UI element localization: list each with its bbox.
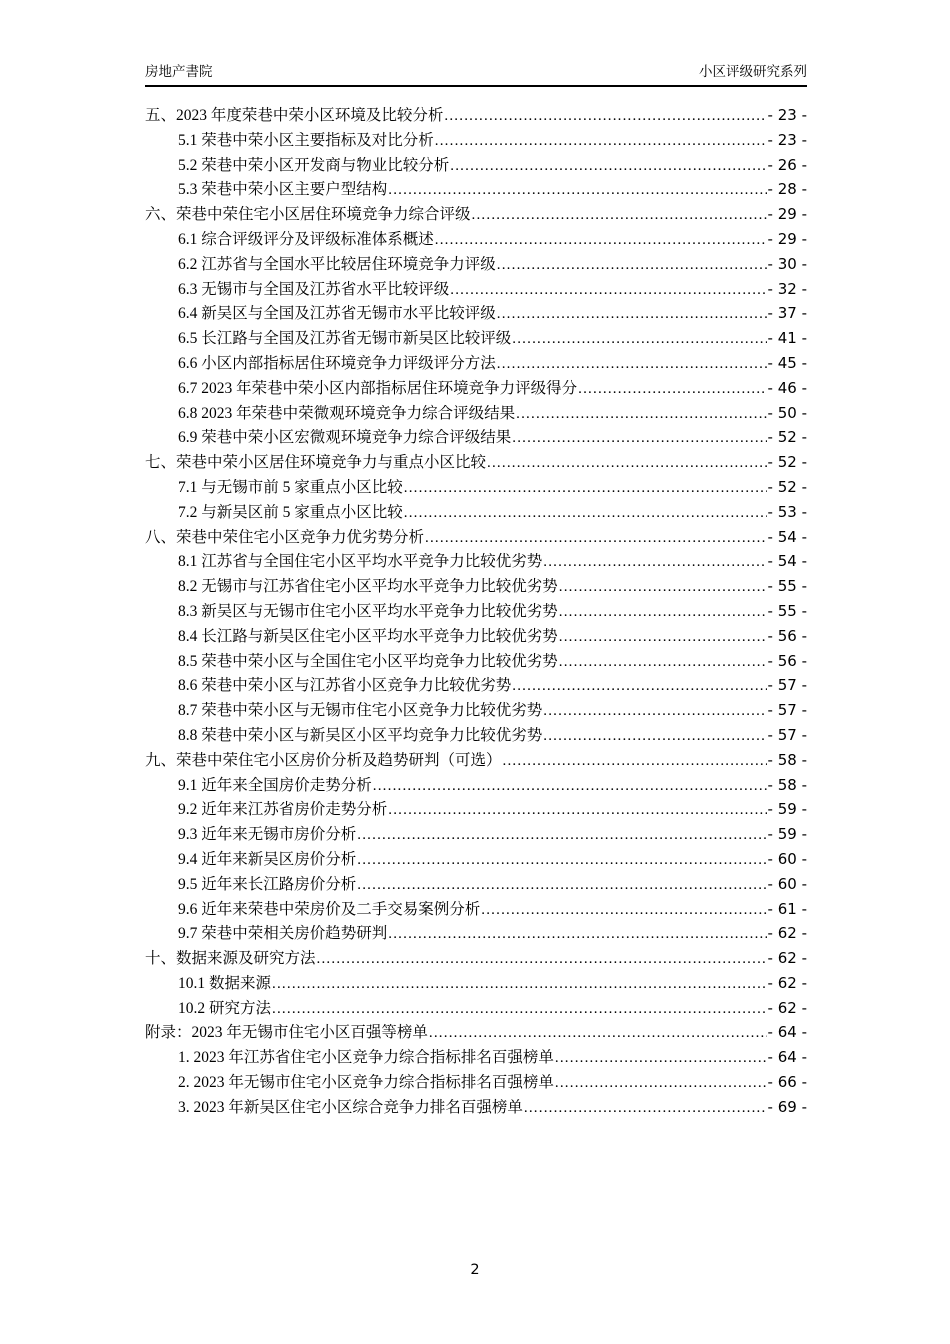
page-header <box>145 63 807 87</box>
toc-leader-dots <box>578 377 766 402</box>
toc-entry-page: - 28 - <box>767 180 807 199</box>
toc-entry[interactable] <box>145 847 807 872</box>
toc-entry-label: 8.7 荣巷中荣小区与无锡市住宅小区竞争力比较优劣势 <box>178 702 543 720</box>
toc-entry[interactable] <box>145 996 807 1021</box>
toc-entry-page: - 61 - <box>767 899 807 918</box>
toc-entry-page: - 59 - <box>767 800 807 819</box>
toc-leader-dots <box>404 501 767 526</box>
toc-entry[interactable] <box>145 153 807 178</box>
toc-entry[interactable] <box>145 649 807 674</box>
toc-leader-dots <box>429 1021 767 1046</box>
toc-entry-page: - 58 - <box>767 775 807 794</box>
toc-entry-label: 6.6 小区内部指标居住环境竞争力评级评分方法 <box>178 354 496 372</box>
toc-leader-dots <box>497 302 767 327</box>
toc-entry-label: 七、荣巷中荣小区居住环境竞争力与重点小区比较 <box>145 454 487 472</box>
toc-leader-dots <box>425 526 767 551</box>
toc-leader-dots <box>388 922 766 947</box>
toc-leader-dots <box>559 600 767 625</box>
toc-entry-label: 6.8 2023 年荣巷中荣微观环境竞争力综合评级结果 <box>178 404 516 422</box>
toc-leader-dots <box>357 848 766 873</box>
toc-entry-page: - 60 - <box>767 874 807 893</box>
toc-entry[interactable] <box>145 202 807 227</box>
page-footer <box>0 1258 950 1282</box>
toc-entry[interactable] <box>145 103 807 128</box>
toc-leader-dots <box>503 749 767 774</box>
toc-leader-dots <box>543 550 766 575</box>
toc-entry[interactable] <box>145 351 807 376</box>
toc-entry-page: - 32 - <box>767 279 807 298</box>
toc-entry-label: 五、2023 年度荣巷中荣小区环境及比较分析 <box>145 107 444 124</box>
toc-entry-label: 3. 2023 年新吴区住宅小区综合竞争力排名百强榜单 <box>178 1098 523 1116</box>
toc-entry-label: 附录：2023 年无锡市住宅小区百强等榜单 <box>145 1024 428 1042</box>
toc-entry[interactable] <box>145 475 807 500</box>
toc-entry-label: 7.2 与新吴区前 5 家重点小区比较 <box>178 503 403 521</box>
toc-entry[interactable] <box>145 227 807 252</box>
toc-entry-page: - 62 - <box>767 949 807 968</box>
toc-entry[interactable] <box>145 773 807 798</box>
toc-entry-page: - 64 - <box>767 1048 807 1067</box>
toc-entry[interactable] <box>145 177 807 202</box>
toc-entry-page: - 58 - <box>767 750 807 769</box>
toc-leader-dots <box>317 947 767 972</box>
toc-entry-label: 9.3 近年来无锡市房价分析 <box>178 826 357 844</box>
toc-entry-label: 9.1 近年来全国房价走势分析 <box>178 776 372 794</box>
toc-entry[interactable] <box>145 549 807 574</box>
toc-entry-label: 1. 2023 年江苏省住宅小区竞争力综合指标排名百强榜单 <box>178 1049 554 1067</box>
toc-entry[interactable] <box>145 946 807 971</box>
toc-entry[interactable] <box>145 748 807 773</box>
page-number: 2 <box>470 1262 480 1278</box>
toc-entry-label: 8.8 荣巷中荣小区与新吴区小区平均竞争力比较优劣势 <box>178 726 543 744</box>
toc-entry-page: - 23 - <box>767 106 807 124</box>
toc-entry-page: - 64 - <box>767 1023 807 1042</box>
toc-entry[interactable] <box>145 897 807 922</box>
toc-entry[interactable] <box>145 525 807 550</box>
toc-leader-dots <box>559 625 767 650</box>
toc-entry[interactable] <box>145 1095 807 1120</box>
toc-entry[interactable] <box>145 1045 807 1070</box>
toc-leader-dots <box>435 129 767 154</box>
toc-entry[interactable] <box>145 797 807 822</box>
toc-entry-label: 9.2 近年来江苏省房价走势分析 <box>178 801 388 819</box>
toc-entry[interactable] <box>145 425 807 450</box>
toc-leader-dots <box>555 1046 767 1071</box>
toc-entry-page: - 23 - <box>767 130 807 149</box>
toc-entry-label: 9.4 近年来新吴区房价分析 <box>178 850 357 868</box>
toc-leader-dots <box>559 650 767 675</box>
toc-entry-page: - 62 - <box>767 924 807 943</box>
toc-entry-page: - 52 - <box>767 453 807 472</box>
toc-entry-label: 5.3 荣巷中荣小区主要户型结构 <box>178 181 388 199</box>
toc-entry-label: 9.7 荣巷中荣相关房价趋势研判 <box>178 925 388 943</box>
toc-entry-page: - 54 - <box>767 527 807 546</box>
toc-entry[interactable] <box>145 574 807 599</box>
toc-leader-dots <box>404 476 767 501</box>
toc-entry[interactable] <box>145 301 807 326</box>
toc-entry-page: - 50 - <box>767 403 807 422</box>
toc-leader-dots <box>450 278 766 303</box>
toc-entry-label: 9.5 近年来长江路房价分析 <box>178 875 357 893</box>
toc-entry-page: - 29 - <box>767 229 807 248</box>
toc-leader-dots <box>516 402 766 427</box>
toc-entry[interactable] <box>145 673 807 698</box>
header-right-text: 小区评级研究系列 <box>699 64 807 80</box>
toc-entry-page: - 57 - <box>767 725 807 744</box>
toc-leader-dots <box>272 972 767 997</box>
toc-entry[interactable] <box>145 822 807 847</box>
toc-leader-dots <box>435 228 767 253</box>
toc-entry-label: 7.1 与无锡市前 5 家重点小区比较 <box>178 478 403 496</box>
header-left-text: 房地产書院 <box>145 64 213 80</box>
toc-leader-dots <box>543 724 766 749</box>
toc-entry[interactable] <box>145 401 807 426</box>
toc-entry[interactable] <box>145 872 807 897</box>
toc-entry-page: - 57 - <box>767 701 807 720</box>
toc-entry[interactable] <box>145 450 807 475</box>
toc-entry[interactable] <box>145 326 807 351</box>
toc-entry-label: 8.3 新吴区与无锡市住宅小区平均水平竞争力比较优劣势 <box>178 602 558 620</box>
toc-leader-dots <box>555 1071 767 1096</box>
toc-leader-dots <box>524 1096 767 1121</box>
toc-entry-label: 5.2 荣巷中荣小区开发商与物业比较分析 <box>178 156 450 174</box>
toc-entry[interactable] <box>145 971 807 996</box>
toc-entry-label: 5.1 荣巷中荣小区主要指标及对比分析 <box>178 131 434 149</box>
toc-entry[interactable] <box>145 599 807 624</box>
toc-entry-page: - 41 - <box>767 329 807 348</box>
toc-entry-label: 九、荣巷中荣住宅小区房价分析及趋势研判（可选） <box>145 751 502 769</box>
toc-leader-dots <box>559 575 767 600</box>
toc-entry[interactable] <box>145 723 807 748</box>
toc-entry-label: 六、荣巷中荣住宅小区居住环境竞争力综合评级 <box>145 206 471 224</box>
toc-entry-page: - 29 - <box>767 205 807 224</box>
toc-entry-page: - 52 - <box>767 428 807 447</box>
toc-entry-page: - 59 - <box>767 825 807 844</box>
toc-entry-label: 6.5 长江路与全国及江苏省无锡市新吴区比较评级 <box>178 330 512 348</box>
toc-entry-page: - 62 - <box>767 998 807 1017</box>
toc-leader-dots <box>512 327 766 352</box>
toc-entry[interactable] <box>145 376 807 401</box>
toc-entry-page: - 55 - <box>767 577 807 596</box>
toc-entry-label: 8.6 荣巷中荣小区与江苏省小区竞争力比较优劣势 <box>178 677 512 695</box>
toc-entry[interactable] <box>145 128 807 153</box>
toc-entry[interactable] <box>145 500 807 525</box>
toc-leader-dots <box>543 699 766 724</box>
toc-leader-dots <box>450 154 766 179</box>
toc-leader-dots <box>272 997 767 1022</box>
toc-entry-label: 8.4 长江路与新吴区住宅小区平均水平竞争力比较优劣势 <box>178 627 558 645</box>
toc-entry-page: - 60 - <box>767 849 807 868</box>
toc-entry-page: - 53 - <box>767 502 807 521</box>
toc-entry-page: - 55 - <box>767 601 807 620</box>
toc-entry-page: - 57 - <box>767 676 807 695</box>
toc-leader-dots <box>388 178 766 203</box>
table-of-contents <box>145 103 807 1120</box>
toc-entry-label: 6.4 新吴区与全国及江苏省无锡市水平比较评级 <box>178 305 496 323</box>
toc-entry-page: - 30 - <box>767 254 807 273</box>
toc-entry-page: - 46 - <box>767 378 807 397</box>
toc-entry-page: - 45 - <box>767 353 807 372</box>
toc-entry-page: - 62 - <box>767 973 807 992</box>
toc-entry-page: - 69 - <box>767 1097 807 1116</box>
toc-entry[interactable] <box>145 277 807 302</box>
toc-entry-label: 6.1 综合评级评分及评级标准体系概述 <box>178 230 434 248</box>
toc-entry-label: 8.1 江苏省与全国住宅小区平均水平竞争力比较优劣势 <box>178 553 543 571</box>
toc-entry-label: 9.6 近年来荣巷中荣房价及二手交易案例分析 <box>178 900 481 918</box>
toc-leader-dots <box>444 104 766 129</box>
toc-entry[interactable] <box>145 1070 807 1095</box>
toc-entry-label: 2. 2023 年无锡市住宅小区竞争力综合指标排名百强榜单 <box>178 1074 554 1092</box>
toc-leader-dots <box>481 898 766 923</box>
toc-entry-page: - 54 - <box>767 552 807 571</box>
toc-entry-page: - 26 - <box>767 155 807 174</box>
toc-entry[interactable] <box>145 252 807 277</box>
toc-entry-label: 6.7 2023 年荣巷中荣小区内部指标居住环境竞争力评级得分 <box>178 379 578 397</box>
toc-entry-label: 10.1 数据来源 <box>178 974 272 992</box>
toc-entry-label: 6.2 江苏省与全国水平比较居住环境竞争力评级 <box>178 255 496 273</box>
toc-entry-page: - 56 - <box>767 626 807 645</box>
toc-entry-label: 十、数据来源及研究方法 <box>145 950 316 968</box>
toc-leader-dots <box>388 798 766 823</box>
toc-leader-dots <box>357 823 766 848</box>
toc-leader-dots <box>512 674 766 699</box>
toc-entry[interactable] <box>145 921 807 946</box>
toc-leader-dots <box>512 426 766 451</box>
toc-leader-dots <box>373 774 767 799</box>
toc-entry-page: - 37 - <box>767 304 807 323</box>
toc-entry-label: 6.3 无锡市与全国及江苏省水平比较评级 <box>178 280 450 298</box>
toc-entry-label: 8.2 无锡市与江苏省住宅小区平均水平竞争力比较优劣势 <box>178 578 558 596</box>
toc-entry-page: - 52 - <box>767 477 807 496</box>
toc-entry-label: 6.9 荣巷中荣小区宏微观环境竞争力综合评级结果 <box>178 429 512 447</box>
toc-leader-dots <box>497 352 767 377</box>
toc-leader-dots <box>472 203 767 228</box>
toc-entry-page: - 56 - <box>767 651 807 670</box>
toc-leader-dots <box>357 873 766 898</box>
toc-entry-label: 10.2 研究方法 <box>178 999 272 1017</box>
toc-leader-dots <box>497 253 767 278</box>
toc-entry-label: 八、荣巷中荣住宅小区竞争力优劣势分析 <box>145 528 425 546</box>
toc-entry[interactable] <box>145 698 807 723</box>
toc-entry[interactable] <box>145 1020 807 1045</box>
toc-entry[interactable] <box>145 624 807 649</box>
toc-leader-dots <box>487 451 767 476</box>
toc-entry-page: - 66 - <box>767 1073 807 1092</box>
toc-entry-label: 8.5 荣巷中荣小区与全国住宅小区平均竞争力比较优劣势 <box>178 652 558 670</box>
